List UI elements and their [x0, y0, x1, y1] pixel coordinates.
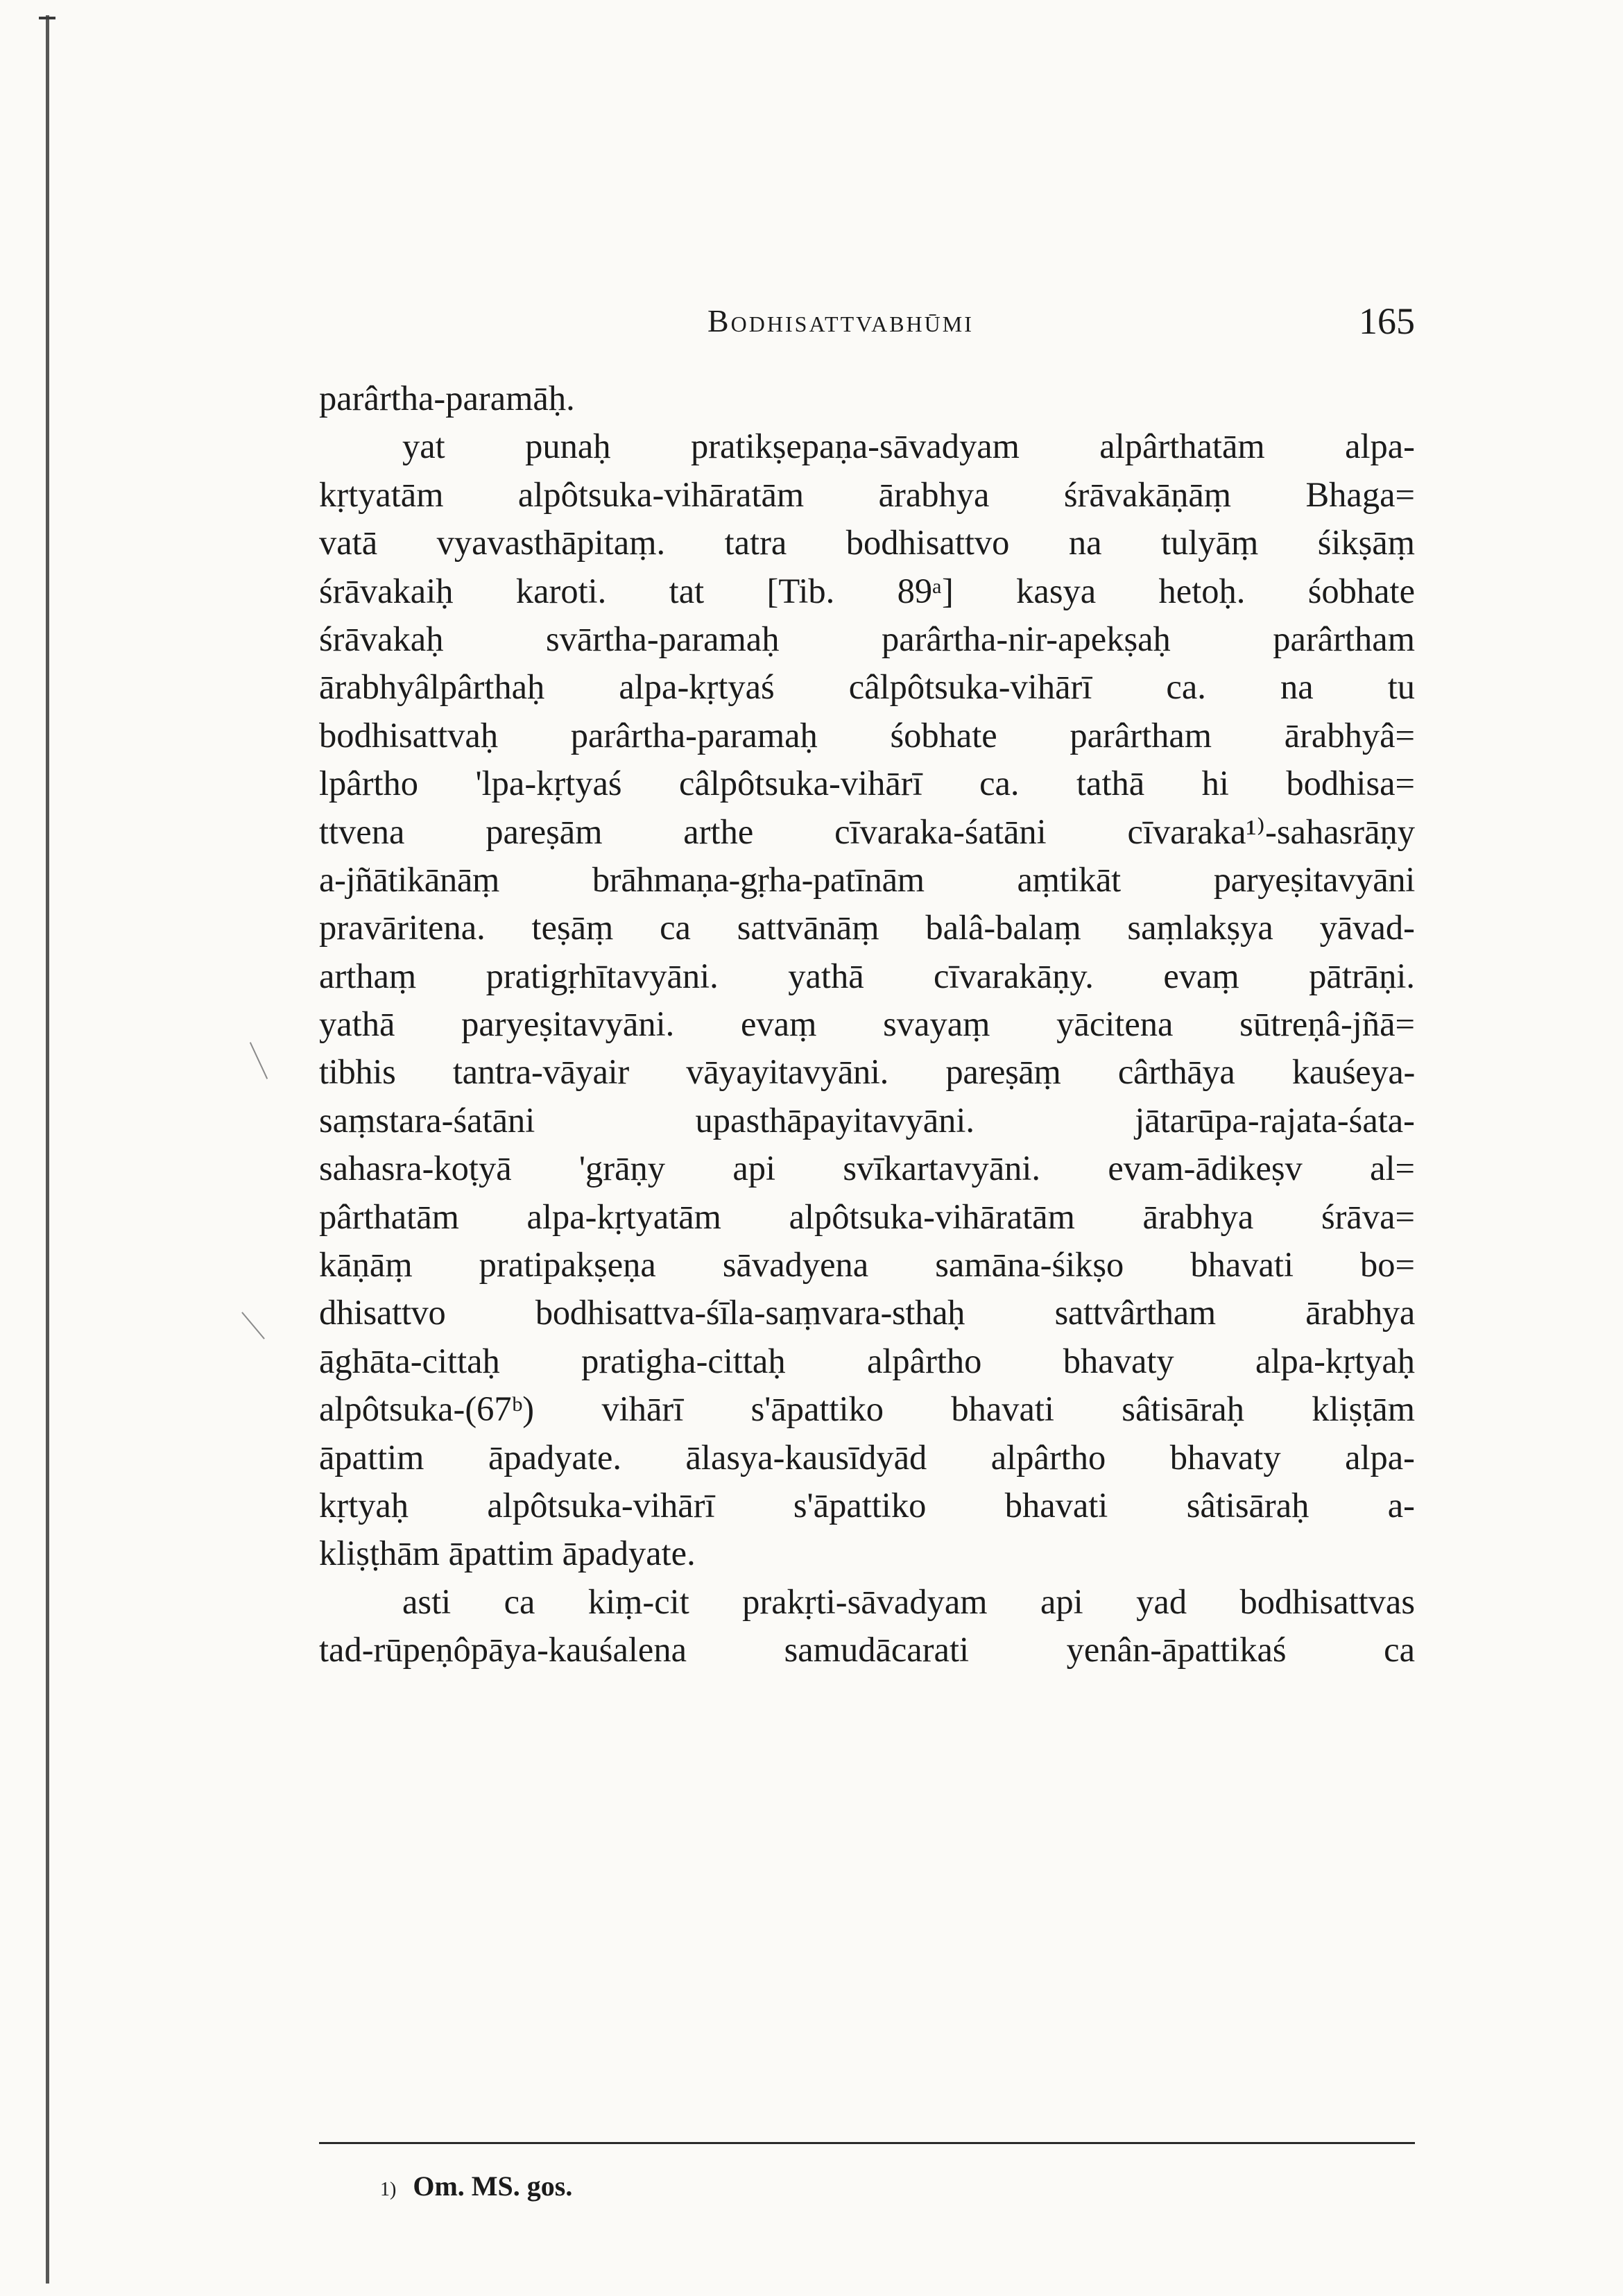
text-line: sahasra-koṭyā 'grāṇy api svīkartavyāni. evam-ādikeṣv al= [319, 1149, 1415, 1188]
text-line: yathā paryeṣitavyāni. evaṃ svayaṃ yācitena sūtreṇâ-jñā= [319, 1004, 1415, 1044]
text-line: tibhis tantra-vāyair vāyayitavyāni. pareṣāṃ cârthāya kauśeya- [319, 1052, 1415, 1092]
footnote-mark: 1) [380, 2179, 397, 2200]
binding-mark [39, 17, 55, 19]
footnote-text: Om. MS. gos. [413, 2170, 573, 2202]
text-line: śrāvakaiḥ karoti. tat [Tib. 89ᵃ] kasya hetoḥ. śobhate [319, 571, 1415, 610]
text-line: kṛtyatām alpôtsuka-vihāratām ārabhya śrāvakāṇāṃ Bhaga= [319, 474, 1415, 514]
text-line: dhisattvo bodhisattva-śīla-saṃvara-sthaḥ sattvârtham ārabhya [319, 1293, 1415, 1333]
text-line: bodhisattvaḥ parârtha-paramaḥ śobhate parârtham ārabhyâ= [319, 715, 1415, 755]
text-line: yat punaḥ pratikṣepaṇa-sāvadyam alpârthatām alpa- [402, 427, 1415, 466]
running-title: Bodhisattvabhūmi [707, 303, 974, 339]
text-line: lpârtho 'lpa-kṛtyaś câlpôtsuka-vihārī ca. tathā hi bodhisa= [319, 764, 1415, 803]
text-line: asti ca kiṃ-cit prakṛti-sāvadyam api yad bodhisattvas [402, 1582, 1415, 1621]
body-text [319, 375, 1415, 1674]
text-line: ttvena pareṣām arthe cīvaraka-śatāni cīvaraka¹⁾-sahasrāṇy [319, 812, 1415, 851]
text-line: saṃstara-śatāni upasthāpayitavyāni. jātarūpa-rajata-śata- [319, 1100, 1415, 1140]
margin-mark [250, 1042, 268, 1079]
footnote [380, 2170, 572, 2207]
text-line: āghāta-cittaḥ pratigha-cittaḥ alpârtho bhavaty alpa-kṛtyaḥ [319, 1341, 1415, 1380]
text-line: ārabhyâlpârthaḥ alpa-kṛtyaś câlpôtsuka-vihārī ca. na tu [319, 667, 1415, 707]
text-line: pravāritena. teṣāṃ ca sattvānāṃ balâ-balaṃ saṃlakṣya yāvad- [319, 908, 1415, 948]
text-line: kṛtyaḥ alpôtsuka-vihārī s'āpattiko bhavati sâtisāraḥ a- [319, 1485, 1415, 1525]
text-line: śrāvakaḥ svārtha-paramaḥ parârtha-nir-apekṣaḥ parârtham [319, 619, 1415, 658]
text-line: kāṇāṃ pratipakṣeṇa sāvadyena samāna-śikṣo bhavati bo= [319, 1245, 1415, 1285]
margin-mark [241, 1312, 265, 1339]
page-number: 165 [1359, 300, 1415, 342]
text-line: parârtha-paramāḥ. [319, 379, 575, 418]
text-line: pârthatām alpa-kṛtyatām alpôtsuka-vihāratām ārabhya śrāva= [319, 1197, 1415, 1236]
text-line: kliṣṭhām āpattim āpadyate. [319, 1534, 696, 1573]
text-line: arthaṃ pratigṛhītavyāni. yathā cīvarakāṇy. evaṃ pātrāṇi. [319, 956, 1415, 995]
running-head [319, 302, 1415, 351]
binding-edge [46, 15, 49, 2284]
text-line: vatā vyavasthāpitaṃ. tatra bodhisattvo na tulyāṃ śikṣāṃ [319, 523, 1415, 563]
footnote-rule [319, 2142, 1415, 2144]
text-line: alpôtsuka-(67ᵇ) vihārī s'āpattiko bhavati sâtisāraḥ kliṣṭām [319, 1389, 1415, 1429]
text-line: a-jñātikānāṃ brāhmaṇa-gṛha-patīnām aṃtikāt paryeṣitavyāni [319, 859, 1415, 899]
text-line: āpattim āpadyate. ālasya-kausīdyād alpârtho bhavaty alpa- [319, 1437, 1415, 1477]
text-line: tad-rūpeṇôpāya-kauśalena samudācarati yenân-āpattikaś ca [319, 1630, 1415, 1670]
